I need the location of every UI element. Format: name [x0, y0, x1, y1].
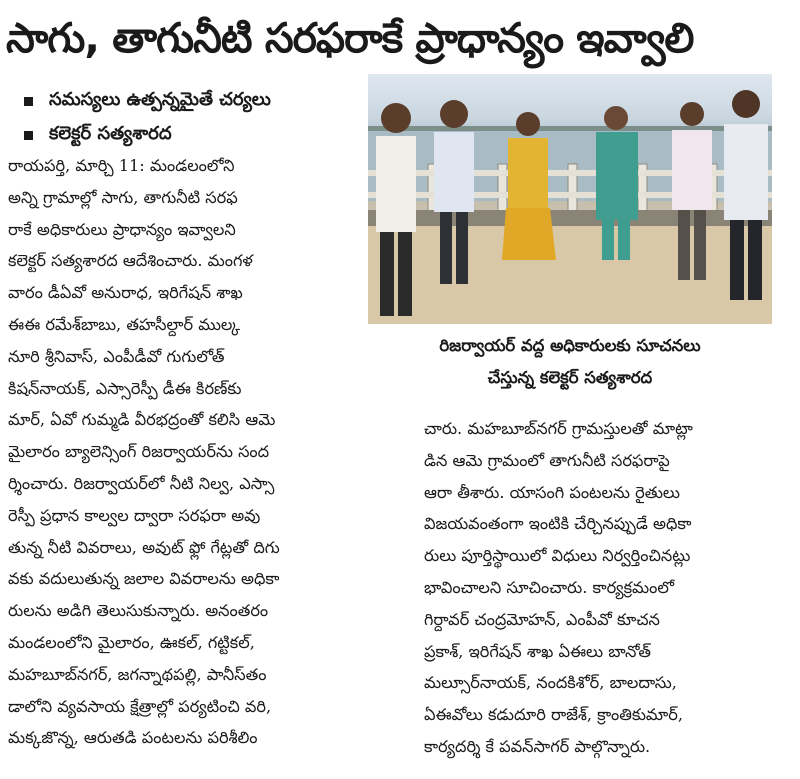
caption-line: రిజర్వాయర్ వద్ద అధికారులకు సూచనలు	[439, 336, 701, 355]
text-line: ప్రకాశ్, ఇరిగేషన్ శాఖ ఏఈలు బానోత్	[424, 641, 651, 661]
bullet-square-icon	[24, 97, 33, 106]
body-column-left	[8, 150, 366, 754]
subheading-text: కలెక్టర్ సత్యశారద	[49, 122, 172, 144]
text-line: నూరి శ్రీనివాస్, ఎంపీడీవో గుగులోత్	[8, 346, 225, 366]
text-line: రులు పూర్తిస్థాయిలో విధులు నిర్వర్తించినట్లు	[424, 546, 691, 566]
text-line: గిర్దావర్ చంద్రమోహన్, ఎంపీవో కూచన	[424, 609, 660, 629]
text-line: డాలోని వ్యవసాయ క్షేత్రాల్లో పర్యటించి వరి,	[8, 696, 272, 716]
text-line: వకు వదులుతున్న జలాల వివరాలను అధికా	[8, 569, 280, 589]
text-line: ఏఈవోలు కడుదూరి రాజేశ్, క్రాంతికుమార్,	[424, 705, 683, 725]
text-line: ఆరా తీశారు. యాసంగి పంటలను రైతులు	[424, 482, 680, 502]
subheading-text: సమస్యలు ఉత్పన్నమైతే చర్యలు	[49, 88, 271, 110]
caption-line: చేస్తున్న కలెక్టర్ సత్యశారద	[487, 368, 653, 387]
body-column-right	[424, 413, 784, 763]
text-line: మండలంలోని మైలారం, ఊకల్, గట్టికల్,	[8, 632, 255, 652]
text-line: విజయవంతంగా ఇంటికి చేర్చినప్పుడే అధికా	[424, 514, 692, 534]
news-photo	[368, 74, 772, 324]
text-line: కార్యదర్శి కే పవన్‌సాగర్ పాల్గొన్నారు.	[424, 736, 651, 756]
text-line: కిషన్‌నాయక్, ఎస్సారెస్పీ డీఈ కిరణ్‌కు	[8, 378, 242, 398]
text-line: చారు. మహబూబ్‌నగర్ గ్రామస్తులతో మాట్లా	[424, 419, 693, 438]
text-line: ఈఈ రమేశ్‌బాబు, తహసీల్దార్ ముల్క	[8, 314, 241, 334]
text-line: ర్శించారు. రిజర్వాయర్‌లో నీటి నిల్వ, ఎస్సా	[8, 473, 275, 493]
text-line: మార్, ఏవో గుమ్మడి వీరభద్రంతో కలిసి ఆమె	[8, 410, 276, 430]
text-line: కలెక్టర్ సత్యశారద ఆదేశించారు. మంగళ	[8, 251, 253, 271]
text-line: రాయపర్తి, మార్చి 11: మండలంలోని	[8, 156, 235, 175]
text-line: భావించాలని సూచించారు. కార్యక్రమంలో	[424, 577, 675, 597]
article-headline: సాగు, తాగునీటి సరఫరాకే ప్రాధాన్యం ఇవ్వాలి	[6, 14, 694, 62]
text-line: మక్కజొన్న, ఆరుతడి పంటలను పరిశీలిం	[8, 728, 258, 748]
text-line: మల్సూర్‌నాయక్, నందకిశోర్, బాలదాసు,	[424, 673, 677, 693]
text-line: అన్ని గ్రామాల్లో సాగు, తాగునీటి సరఫ	[8, 187, 238, 207]
bullet-square-icon	[24, 131, 33, 140]
text-line: రులను అడిగి తెలుసుకున్నారు. అనంతరం	[8, 601, 269, 621]
subheading-2	[24, 118, 364, 152]
subheading-1	[24, 84, 364, 118]
text-line: తున్న నీటి వివరాలు, అవుట్ ఫ్లో గేట్లతో దిగు	[8, 537, 280, 557]
text-line: మహబూబ్‌నగర్, జగన్నాథపల్లి, పానీస్‌తం	[8, 664, 267, 684]
text-line: రెస్పీ ప్రధాన కాల్వల ద్వారా సరఫరా అవు	[8, 505, 261, 525]
photo-caption	[368, 330, 772, 394]
subheadings	[24, 84, 364, 152]
text-line: రాకే అధికారులు ప్రాధాన్యం ఇవ్వాలని	[8, 219, 236, 239]
text-line: డిన ఆమె గ్రామంలో తాగునీటి సరఫరాపై	[424, 450, 670, 470]
photo-illustration	[368, 74, 772, 324]
text-line: మైలారం బ్యాలెన్సింగ్ రిజర్వాయర్‌ను సంద	[8, 442, 270, 462]
text-line: వారం డీఏవో అనురాధ, ఇరిగేషన్ శాఖ	[8, 283, 243, 303]
